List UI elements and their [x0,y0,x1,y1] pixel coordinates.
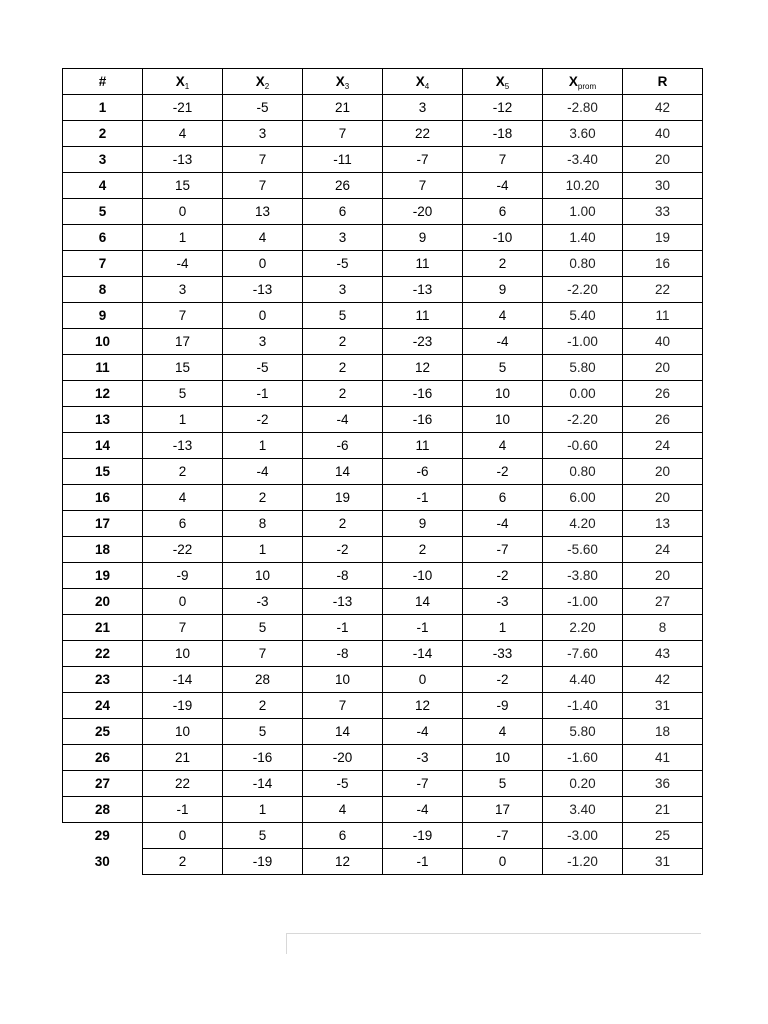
table-cell: 24 [623,537,703,563]
table-cell: 21 [623,797,703,823]
table-row [63,667,703,693]
table-cell: 19 [303,485,383,511]
table-cell: 2 [383,537,463,563]
table-row [63,641,703,667]
column-header [543,69,623,95]
table-cell: 10 [303,667,383,693]
table-cell: -33 [463,641,543,667]
table-cell: 13 [623,511,703,537]
table-cell: 31 [623,849,703,875]
table-cell: -13 [303,589,383,615]
table-cell: -12 [463,95,543,121]
table-cell: 5.80 [543,719,623,745]
table-cell: -7 [383,771,463,797]
table-cell: -1.00 [543,589,623,615]
table-cell: 8 [623,615,703,641]
table-cell: 1 [143,225,223,251]
table-cell: 3 [223,329,303,355]
table-cell: 11 [383,433,463,459]
table-cell: -1.20 [543,849,623,875]
table-cell: 2 [303,511,383,537]
table-cell: 18 [623,719,703,745]
column-header-subscript: 4 [424,82,430,91]
table-cell: 10 [223,563,303,589]
table-cell: 0.20 [543,771,623,797]
table-cell: -6 [383,459,463,485]
row-index: 27 [63,771,143,797]
table-cell: -14 [383,641,463,667]
column-header [63,69,143,95]
table-cell: 0 [463,849,543,875]
table-cell: 20 [623,459,703,485]
row-index: 6 [63,225,143,251]
table-row [63,355,703,381]
table-cell: 7 [383,173,463,199]
table-cell: -1 [143,797,223,823]
table-cell: 8 [223,511,303,537]
row-index: 11 [63,355,143,381]
table-row [63,303,703,329]
table-cell: 6 [143,511,223,537]
table-cell: -1 [383,615,463,641]
table-cell: 40 [623,121,703,147]
row-index: 21 [63,615,143,641]
table-cell: 13 [223,199,303,225]
table-cell: -1 [383,485,463,511]
table-row [63,771,703,797]
table-cell: 27 [623,589,703,615]
table-cell: -10 [463,225,543,251]
table-cell: 20 [623,355,703,381]
table-cell: 3 [303,277,383,303]
table-cell: 7 [303,121,383,147]
table-cell: -10 [383,563,463,589]
column-header [143,69,223,95]
table-cell: 1.40 [543,225,623,251]
column-header-label: X [415,74,425,89]
column-header-subscript: 5 [504,82,510,91]
table-cell: -19 [383,823,463,849]
table-row [63,823,703,849]
table-cell: 9 [383,511,463,537]
table-cell: 5 [463,355,543,381]
column-header [383,69,463,95]
table-cell: 24 [623,433,703,459]
table-cell: 4 [143,485,223,511]
table-row [63,615,703,641]
table-cell: -7 [463,537,543,563]
table-cell: -13 [143,147,223,173]
table-cell: 14 [383,589,463,615]
table-cell: 7 [223,173,303,199]
table-cell: 10 [463,381,543,407]
table-cell: 4 [463,433,543,459]
row-index: 5 [63,199,143,225]
table-cell: -3.00 [543,823,623,849]
column-header-subscript: 2 [264,82,270,91]
table-cell: -5.60 [543,537,623,563]
table-cell: 0 [143,589,223,615]
column-header-subscript: 3 [344,82,350,91]
table-cell: -1.60 [543,745,623,771]
table-cell: 2 [303,355,383,381]
table-cell: 1 [143,407,223,433]
table-row [63,147,703,173]
table-cell: 22 [623,277,703,303]
table-cell: 15 [143,173,223,199]
row-index: 8 [63,277,143,303]
table-cell: 16 [623,251,703,277]
row-index: 12 [63,381,143,407]
table-cell: 6 [463,485,543,511]
table-cell: -1 [223,381,303,407]
table-cell: 20 [623,485,703,511]
table-cell: 4 [463,719,543,745]
table-row [63,277,703,303]
table-cell: 26 [623,407,703,433]
table-cell: -4 [303,407,383,433]
table-row [63,745,703,771]
table-cell: 0.00 [543,381,623,407]
table-cell: 4 [143,121,223,147]
table-cell: 7 [143,615,223,641]
row-index: 26 [63,745,143,771]
table-cell: -3.80 [543,563,623,589]
table-cell: -2 [303,537,383,563]
table-cell: 21 [303,95,383,121]
table-cell: -16 [223,745,303,771]
table-cell: -2 [463,563,543,589]
table-cell: 36 [623,771,703,797]
table-cell: -9 [143,563,223,589]
table-cell: -14 [143,667,223,693]
column-header [223,69,303,95]
row-index: 29 [94,828,110,844]
table-cell: 3 [143,277,223,303]
table-cell: -20 [303,745,383,771]
table-cell: 41 [623,745,703,771]
table-cell: 6 [303,823,383,849]
table-row [63,433,703,459]
row-index: 23 [63,667,143,693]
row-index: 13 [63,407,143,433]
table-row [63,329,703,355]
row-index: 14 [63,433,143,459]
table-cell: 7 [223,147,303,173]
row-index: 1 [63,95,143,121]
row-index: 19 [63,563,143,589]
table-cell: 2.20 [543,615,623,641]
column-header-label: R [657,74,668,89]
table-cell: -8 [303,641,383,667]
table-row [63,849,703,875]
table-cell: 2 [223,693,303,719]
table-cell: 22 [143,771,223,797]
table-cell: 25 [623,823,703,849]
row-index: 28 [63,797,143,823]
table-cell: -20 [383,199,463,225]
table-cell: 4.40 [543,667,623,693]
table-cell: 0 [223,251,303,277]
column-header [303,69,383,95]
table-cell: 9 [383,225,463,251]
table-cell: -11 [303,147,383,173]
table-cell: 30 [623,173,703,199]
table-cell: 7 [303,693,383,719]
table-cell: 5 [463,771,543,797]
table-cell: -1 [303,615,383,641]
table-cell: -21 [143,95,223,121]
table-cell: 7 [223,641,303,667]
table-cell: -7.60 [543,641,623,667]
column-header-label: X [175,74,185,89]
table-cell: 1 [463,615,543,641]
table-cell: 12 [383,693,463,719]
table-cell: 17 [143,329,223,355]
table-cell: 21 [143,745,223,771]
table-cell: -5 [223,355,303,381]
table-cell: 15 [143,355,223,381]
table-cell: 10 [463,407,543,433]
table-row [63,797,703,823]
table-row [63,225,703,251]
table-row [63,251,703,277]
table-cell: 10.20 [543,173,623,199]
table-cell: -7 [463,823,543,849]
table-row [63,511,703,537]
table-cell: 6.00 [543,485,623,511]
row-index: 7 [63,251,143,277]
table-cell: 6 [303,199,383,225]
table-cell: -2.20 [543,277,623,303]
table-row [63,199,703,225]
table-cell: -2 [223,407,303,433]
column-header-label: X [335,74,345,89]
table-cell: -1.40 [543,693,623,719]
table-cell: -2 [463,667,543,693]
table-cell: 0 [143,823,223,849]
table-cell: -5 [303,771,383,797]
table-row [63,459,703,485]
table-cell: -2.20 [543,407,623,433]
table-cell: 5 [223,615,303,641]
table-cell: -13 [223,277,303,303]
table-row [63,173,703,199]
table-cell: 11 [383,251,463,277]
table-cell: 40 [623,329,703,355]
table-row [63,121,703,147]
table-cell: -18 [463,121,543,147]
table-cell: 19 [623,225,703,251]
table-cell: -2.80 [543,95,623,121]
table-cell: 6 [463,199,543,225]
table-cell: 0.80 [543,251,623,277]
table-cell: 11 [383,303,463,329]
table-cell: -3 [463,589,543,615]
table-cell: 1 [223,433,303,459]
table-cell: 5 [223,823,303,849]
row-index: 30 [94,854,110,869]
table-cell: -9 [463,693,543,719]
table-cell: -5 [223,95,303,121]
row-index: 3 [63,147,143,173]
table-cell: 20 [623,563,703,589]
table-cell: 1.00 [543,199,623,225]
table-cell: 26 [623,381,703,407]
table-cell: -4 [383,797,463,823]
table-cell: 3 [383,95,463,121]
table-cell: 0 [143,199,223,225]
table-cell: 12 [303,849,383,875]
table-cell: -7 [383,147,463,173]
table-cell: -14 [223,771,303,797]
table-cell: 12 [383,355,463,381]
table-row [63,537,703,563]
table-cell: 43 [623,641,703,667]
table-cell: -3.40 [543,147,623,173]
column-header-label: X [495,74,505,89]
row-index: 16 [63,485,143,511]
table-cell: 2 [223,485,303,511]
table-cell: -22 [143,537,223,563]
column-header-label: X [568,74,578,89]
row-index: 20 [63,589,143,615]
table-cell: -1 [383,849,463,875]
table-cell: 17 [463,797,543,823]
table-cell: 28 [223,667,303,693]
table-row [63,485,703,511]
table-cell: 4 [463,303,543,329]
table-row [63,95,703,121]
table-cell: -23 [383,329,463,355]
table-cell: 3 [303,225,383,251]
table-cell: -2 [463,459,543,485]
table-row [63,693,703,719]
table-cell: 10 [463,745,543,771]
header-row [63,69,703,95]
table-cell: 1 [223,537,303,563]
column-header-label: # [98,74,107,89]
table-cell: 7 [143,303,223,329]
table-cell: 2 [303,381,383,407]
table-cell: 20 [623,147,703,173]
table-cell: 5.40 [543,303,623,329]
table-cell: -16 [383,381,463,407]
table-cell: 5 [223,719,303,745]
table-cell: 4 [223,225,303,251]
table-row [63,563,703,589]
table-cell: 5 [303,303,383,329]
table-cell: -4 [383,719,463,745]
table-cell: -16 [383,407,463,433]
table-cell: -3 [383,745,463,771]
table-cell: 0 [383,667,463,693]
table-cell: 5 [143,381,223,407]
table-cell: 3.60 [543,121,623,147]
row-index: 9 [63,303,143,329]
column-header [463,69,543,95]
table-cell: 2 [463,251,543,277]
table-cell: 2 [303,329,383,355]
column-header [623,69,703,95]
table-cell: 2 [143,459,223,485]
table-cell: -19 [143,693,223,719]
table-cell: 0.80 [543,459,623,485]
table-cell: -4 [223,459,303,485]
table-row [63,381,703,407]
row-index: 22 [63,641,143,667]
table-cell: 31 [623,693,703,719]
row-index: 4 [63,173,143,199]
table-cell: -4 [463,329,543,355]
table-cell: 11 [623,303,703,329]
table-cell: -4 [463,511,543,537]
row-index: 15 [63,459,143,485]
footer-divider [286,933,701,954]
table-cell: 14 [303,459,383,485]
table-cell: 4 [303,797,383,823]
table-row [63,719,703,745]
row-index: 17 [63,511,143,537]
column-header-label: X [255,74,265,89]
table-cell: 10 [143,641,223,667]
table-cell: 3.40 [543,797,623,823]
table-cell: 2 [143,849,223,875]
table-cell: 33 [623,199,703,225]
table-cell: -0.60 [543,433,623,459]
table-row [63,407,703,433]
table-cell: 10 [143,719,223,745]
table-cell: 1 [223,797,303,823]
row-index: 10 [63,329,143,355]
table-cell: 3 [223,121,303,147]
table-cell: -4 [463,173,543,199]
table-cell: -19 [223,849,303,875]
row-index: 2 [63,121,143,147]
table-cell: 22 [383,121,463,147]
table-cell: -6 [303,433,383,459]
table-cell: 5.80 [543,355,623,381]
table-cell: 42 [623,95,703,121]
table-cell: 0 [223,303,303,329]
table-cell: 4.20 [543,511,623,537]
table-row [63,589,703,615]
table-cell: -13 [383,277,463,303]
table-body [63,95,703,875]
column-header-subscript: prom [577,82,597,91]
table-cell: 7 [463,147,543,173]
table-cell: -3 [223,589,303,615]
data-table [62,68,703,875]
table-cell: -4 [143,251,223,277]
row-index: 25 [63,719,143,745]
table-cell: 14 [303,719,383,745]
table-cell: 26 [303,173,383,199]
row-index: 18 [63,537,143,563]
table-cell: -1.00 [543,329,623,355]
row-index: 24 [63,693,143,719]
table-cell: 9 [463,277,543,303]
table-cell: 42 [623,667,703,693]
table-cell: -13 [143,433,223,459]
table-cell: -8 [303,563,383,589]
column-header-subscript: 1 [184,82,190,91]
table-cell: -5 [303,251,383,277]
